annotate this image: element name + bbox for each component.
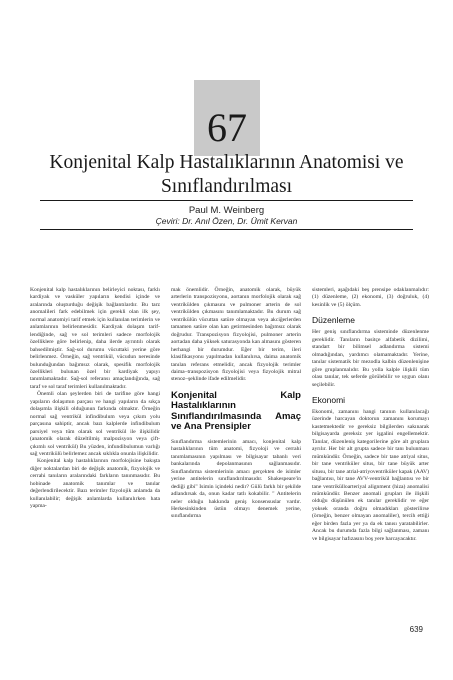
page-number: 639 [409,625,423,634]
chapter-number: 67 [207,105,247,150]
paragraph: Konjenital kalp hastalıklarının belirleyici noktası, farklı kardiyak ve vasküler yapıların kendisi içinde ve aralarında oluşturduğu değişik bağlantılardır. Bu tarz anomalileri fark edebilmek için gerekli olan ilk şey, normal anatomiyi tarif etmek için kullanılan terimlerin ve anlamlarının belirlenmesidir. Kardiyak dolaşım tariflendiğinde, sağ ve sol terimleri sadece morfolojik özelliklere göre belirlenip, daha ilerde ayrıntılı olarak bahsedilmiştir. Sağ-sol durumu vücuttaki yerine göre belirlenmez. Örneğin, sağ ventrikül, vücudun neresinde bulunduğundan bağımsız olarak, spesifik morfolojik özellikleri bulunan özel bir kardiyak yapıyı tanımlamaktadır. Sağ-sol referansı amaçlandığında, sağ taraf ve sol taraf terimleri kullanılmaktadır. [30,287,160,390]
title-rule-top [40,200,413,201]
section-heading: Konjenital Kalp Hastalıklarının Sınıflandırılmasında Amaç ve Ana Prensipler [171,389,301,433]
paragraph: Sınıflandırma sistemlerinin amacı, konjenital kalp hastalıklarının tüm anatomi, fizyoloji ve cerrahi tanımlamasının yapılması ve bilgisayar tabanlı veri bankalarında depolanmasının sağlanmasıdır. Sınıflandırma sistemlerinin amacı gerçekten de isimler yerine antitelerin sınıflandırılmasıdır. Shakespeare'in dediği gibi" Isimin içindeki nedir? Gülü farklı bir şekilde adlandırsak da, onun kadar tatlı kokabilir. " Antitelerin neler olduğu hakkında geniş konsensuslar vardır. Herkesinkinden üstün olmayı denemek yerine, sınıflandırma [171,438,301,520]
title-rule-bottom [40,229,413,230]
subsection-heading-duzenleme: Düzenleme [312,315,355,326]
chapter-title [30,151,423,199]
author-name: Paul M. Weinberg [188,205,265,216]
paragraph: Önemli olan şeylerden biri de tarifine göre hangi yapıların dolaşımın parçası ve hangi yapıların da sıkça dolaşımla ilişkili olduğunun farkında olmaktır. Örneğin normal sağ ventrikül infindibulum veya çıkım yolu parçasına sahiptir, ancak bazı kalplerde infindibulum parsiyel veya tüm olarak sol ventrikül ile ilişkilidir (anatomik olarak düzeltilmiş malpozisyon veya çift-çıkımlı sol ventrikül) Bu yüzden, infundibulumun varlığı sağ ventrikülü belirlemez ancak sıklıkla onunla ilişkilidir. [30,391,160,457]
paragraph: sistemleri, aşağıdaki beş prensipe odaklanmalıdır: (1) düzenleme, (2) ekonomi, (3) doğruluk, (4) kesinlik ve (5) ölçüm. [312,287,429,308]
column-1 [30,287,160,511]
paragraph: Konjenital kalp hastalıklarının morfolojisine bakışta diğer noktalardan biri de değişik anatomik, fizyolojik ve cerrahi tanıların aralarındaki farkların tanınmasıdır. Bu hobinade anatomik tanımlar ve tanılar değerlendirilecektir. Bazı terimler fizyolojik anlamda da kullanılabilir; değişik anlamlarda kullanılırken hata yapma- [30,458,160,510]
chapter-title-line2: Sınıflandırılması [160,176,293,197]
subsection-heading-ekonomi: Ekonomi [312,394,346,405]
chapter-number-box [194,80,260,156]
paragraph: Her geniş sınıflandırma sisteminde düzenlenme gereklidir. Tanıların basitçe alfabetik dizilimi, standart bir bilimsel adlandırma sistemi olmadığından, yardımcı olamamaktadır. Yerine, tanılar sistematik bir mezodla kalbin düzenlenişine göre gruplanmalıdır. Bu yolla kalple ilişkili tüm olası tanılar, tek seferde görülebilir ve uygun olanı seçilebilir. [312,329,429,388]
column-3 [312,287,429,543]
paragraph: Ekonomi, zamanını hangi tanının kullanılacağı üzerinde harcayan doktorun zamanını korumayı kastetmektedir ve gereksiz bilgilerden sakınarak bilgisayarda gereksiz yer işgalini engellemektir. Tanılar, düzenleniş kategorilerine göre alt gruplara ayrılır. Her bir alt grupta sadece bir tanı bulunması mümkündür. Örneğin, sadece bir tane atriyal situs, bir tane ventriküler situs, bir tane büyük arter situsu, bir tane atrial-atriyoventriküler kapak (AAV) bağlantısı, bir tane AVV-ventrikül bağlantısı ve bir tane ventrikülloarteriyal alignment (hiza) anomalisi mümkündür. Benzer anomali grupları ile ilişkili olduğu düşünülen ek tanılar gereklidir ve eğer yoksek oranda doğru olmadıkları gösterilirse (örneğin, benzer olmayan anomaliler), tercih ettiği eğer birden fazla yer ya da ek tanısı yaratabilirler. Ancak bu durumda fazla bilgi sağlanması, zamanı ve bilgisayar hafızasını boş yere harcayacaktır. [312,408,429,542]
paragraph: mak önemlidir. Örneğin, anatomik olarak, büyük arterlerin transpozisyonu, aortanın morfolojik olarak sağ ventrikülden çıkmasını ve pulmoner arterin de sol ventrikülden çıkmasını tanımlamaktadır. Bu durum sağ ventrikülün vücuttan satüre olmayan veya akciğerlerden tamamen satüre olan kan getirmesinden bağımsız olarak doğrudur. Transpozisyon fizyolojisi, pulmoner arterin aortadan daha yüksek saturasyonda kan almasını gösteren herhangi bir durumdur. Eğer bir terim, ileri klasifikasyonu yapılmadan kullanılırsa, daima anatomik tanılan referans etmelidir, ancak fizyolojik terimler daima–transpozisyon fizyolojisi veya fizyolojik mitral stenoz–şeklinde ifade edilmelidir. [171,287,301,383]
translator-credit: Çeviri: Dr. Anıl Özen, Dr. Ümit Kervan [155,216,298,226]
chapter-title-line1: Konjenital Kalp Hastalıklarının Anatomisi ve [49,152,404,173]
column-2 [171,287,301,521]
